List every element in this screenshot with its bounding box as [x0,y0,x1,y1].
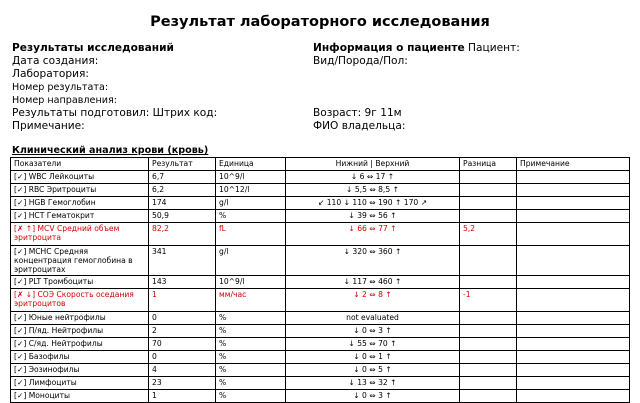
note-cell [517,289,630,312]
unit-cell: % [216,210,286,223]
range-cell: ↓ 66 ⇔ 77 ↑ [286,223,460,246]
table-row [11,338,630,351]
result-cell: 143 [149,276,216,289]
table-row [11,223,630,246]
table-row [11,377,630,390]
result-cell: 4 [149,364,216,377]
owner-name-label: ФИО владельца: [313,120,406,132]
result-cell: 6,2 [149,184,216,197]
result-number-label: Номер результата: [12,82,109,93]
note-cell [517,312,630,325]
indicator-cell: [✓] Юные нейтрофилы [11,312,149,325]
result-cell: 6,7 [149,171,216,184]
header-indicator: Показатели [11,158,149,171]
difference-cell [460,312,517,325]
table-row [11,184,630,197]
result-cell: 1 [149,390,216,403]
unit-cell: % [216,364,286,377]
unit-cell: 10^9/l [216,276,286,289]
table-row [11,171,630,184]
indicator-cell: [✓] HGB Гемоглобин [11,197,149,210]
laboratory-label: Лаборатория: [12,68,89,80]
referral-number-label: Номер направления: [12,95,117,106]
difference-cell [460,276,517,289]
result-cell: 0 [149,351,216,364]
table-row [11,289,630,312]
header-note: Примечание [517,158,630,171]
range-cell: ↓ 2 ⇔ 8 ↑ [286,289,460,312]
range-cell: ↙ 110 ↓ 110 ⇔ 190 ↑ 170 ↗ [286,197,460,210]
unit-cell: % [216,338,286,351]
range-cell: ↓ 6 ⇔ 17 ↑ [286,171,460,184]
range-cell: ↓ 13 ⇔ 32 ↑ [286,377,460,390]
header-unit: Единица [216,158,286,171]
table-row [11,325,630,338]
indicator-cell: [✓] PLT Тромбоциты [11,276,149,289]
note-cell [517,364,630,377]
unit-cell: мм/час [216,289,286,312]
note-cell [517,377,630,390]
indicator-cell: [✓] RBC Эритроциты [11,184,149,197]
difference-cell [460,184,517,197]
range-cell: ↓ 320 ⇔ 360 ↑ [286,246,460,276]
table-row [11,210,630,223]
indicator-cell: [✓] MCHC Средняя концентрация гемоглобина в эритроцитах [11,246,149,276]
difference-cell [460,390,517,403]
table-row [11,276,630,289]
page-title: Результат лабораторного исследования [150,14,490,30]
indicator-cell: [✗ ↓] СОЭ Скорость оседания эритроцитов [11,289,149,312]
patient-info-heading: Информация о пациенте [313,42,465,54]
difference-cell [460,338,517,351]
range-cell: ↓ 39 ⇔ 56 ↑ [286,210,460,223]
result-cell: 23 [149,377,216,390]
patient-info-block [313,42,520,133]
table-row [11,364,630,377]
created-date-label: Дата создания: [12,55,99,67]
indicator-cell: [✓] Эозинофилы [11,364,149,377]
unit-cell: g/l [216,197,286,210]
result-cell: 1 [149,289,216,312]
result-cell: 0 [149,312,216,325]
note-cell [517,325,630,338]
header-result: Результат [149,158,216,171]
difference-cell: 5,2 [460,223,517,246]
range-cell: ↓ 0 ⇔ 3 ↑ [286,325,460,338]
result-cell: 2 [149,325,216,338]
result-cell: 341 [149,246,216,276]
prepared-by-label: Результаты подготовил: Штрих код: [12,107,218,119]
table-row [11,390,630,403]
note-cell [517,184,630,197]
unit-cell: 10^12/l [216,184,286,197]
results-table [10,157,630,403]
note-cell [517,223,630,246]
difference-cell: -1 [460,289,517,312]
indicator-cell: [✓] HCT Гематокрит [11,210,149,223]
result-cell: 82,2 [149,223,216,246]
indicator-cell: [✓] С/яд. Нейтрофилы [11,338,149,351]
header-difference: Разница [460,158,517,171]
result-cell: 174 [149,197,216,210]
note-cell [517,171,630,184]
unit-cell: fL [216,223,286,246]
result-cell: 70 [149,338,216,351]
indicator-cell: [✓] П/яд. Нейтрофилы [11,325,149,338]
table-row [11,351,630,364]
range-cell: ↓ 5,5 ⇔ 8,5 ↑ [286,184,460,197]
difference-cell [460,351,517,364]
note-label: Примечание: [12,120,85,132]
difference-cell [460,377,517,390]
unit-cell: % [216,312,286,325]
difference-cell [460,171,517,184]
result-cell: 50,9 [149,210,216,223]
unit-cell: g/l [216,246,286,276]
unit-cell: 10^9/l [216,171,286,184]
range-cell: ↓ 117 ⇔ 460 ↑ [286,276,460,289]
note-cell [517,246,630,276]
indicator-cell: [✓] WBC Лейкоциты [11,171,149,184]
patient-label: Пациент: [464,42,520,54]
indicator-cell: [✗ ↑] MCV Средний объем эритроцита [11,223,149,246]
table-row [11,197,630,210]
research-results-heading: Результаты исследований [12,42,174,54]
unit-cell: % [216,390,286,403]
note-cell [517,351,630,364]
indicator-cell: [✓] Моноциты [11,390,149,403]
difference-cell [460,210,517,223]
difference-cell [460,325,517,338]
table-row [11,246,630,276]
difference-cell [460,364,517,377]
note-cell [517,210,630,223]
difference-cell [460,197,517,210]
note-cell [517,276,630,289]
unit-cell: % [216,351,286,364]
range-cell: ↓ 0 ⇔ 1 ↑ [286,351,460,364]
age-label: Возраст: 9г 11м [313,107,402,119]
unit-cell: % [216,377,286,390]
table-row [11,312,630,325]
note-cell [517,390,630,403]
section-title: Клинический анализ крови (кровь) [12,145,209,156]
indicator-cell: [✓] Лимфоциты [11,377,149,390]
table-header-row [11,158,630,171]
note-cell [517,338,630,351]
range-cell: ↓ 55 ⇔ 70 ↑ [286,338,460,351]
note-cell [517,197,630,210]
range-cell: ↓ 0 ⇔ 5 ↑ [286,364,460,377]
range-cell: ↓ 0 ⇔ 3 ↑ [286,390,460,403]
research-results-block [12,42,217,133]
difference-cell [460,246,517,276]
header-range: Нижний | Верхний [286,158,460,171]
unit-cell: % [216,325,286,338]
range-cell: not evaluated [286,312,460,325]
indicator-cell: [✓] Базофилы [11,351,149,364]
species-breed-sex-label: Вид/Порода/Пол: [313,55,408,67]
